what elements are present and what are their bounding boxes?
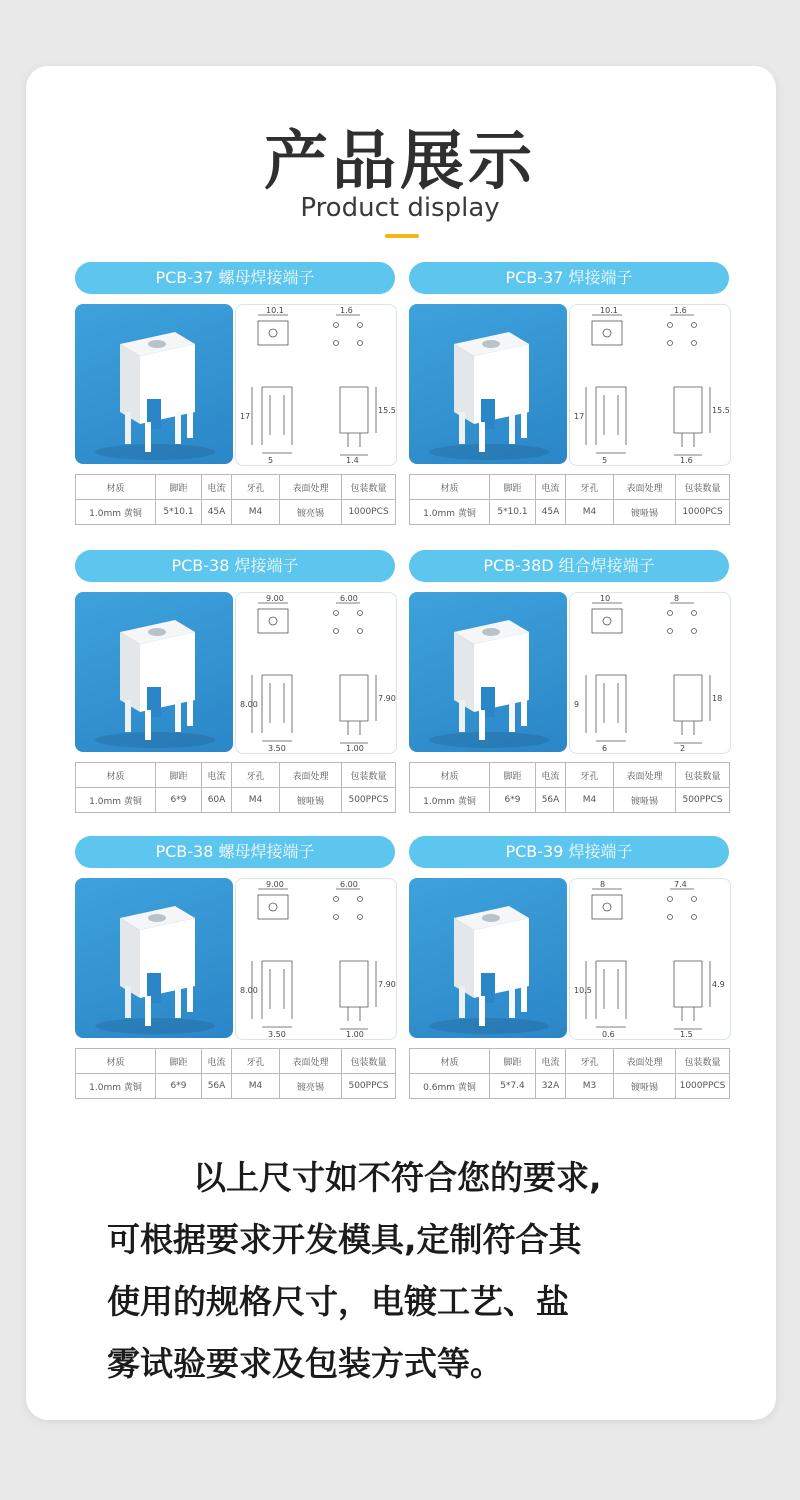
product-panel-3 <box>75 550 395 813</box>
product-panel-4 <box>409 550 729 813</box>
spec-value-cell: 1.0mm 黄铜 <box>76 500 156 525</box>
terminal-render-icon <box>409 878 567 1038</box>
spec-value-cell: 500PPCS <box>676 788 730 813</box>
spec-value-cell: 5*7.4 <box>490 1074 536 1099</box>
dimension-label: 5 <box>602 456 608 465</box>
spec-table <box>75 1048 396 1099</box>
spec-header-cell: 材质 <box>410 763 490 788</box>
spec-header-cell: 牙孔 <box>232 1049 280 1074</box>
product-name-banner <box>409 550 729 582</box>
dimension-label: 18 <box>712 694 723 703</box>
product-figures <box>409 592 729 752</box>
product-photo <box>75 592 233 752</box>
spec-value-cell: M4 <box>566 500 614 525</box>
product-figures <box>409 304 729 464</box>
terminal-render-icon <box>409 304 567 464</box>
spec-value-row <box>410 500 730 525</box>
spec-value-cell: 45A <box>536 500 566 525</box>
dimension-label: 8 <box>600 880 606 889</box>
terminal-render-icon <box>75 304 233 464</box>
spec-value-cell: 56A <box>536 788 566 813</box>
spec-value-cell: M4 <box>232 500 280 525</box>
spec-header-cell: 材质 <box>410 1049 490 1074</box>
spec-header-cell: 材质 <box>76 475 156 500</box>
technical-drawing <box>569 592 731 754</box>
dimension-label: 9.00 <box>266 594 284 603</box>
dimension-label: 9.00 <box>266 880 284 889</box>
product-name: PCB-37 螺母焊接端子 <box>155 268 315 287</box>
dimension-drawing-icon <box>570 593 730 753</box>
product-name-banner <box>75 550 395 582</box>
spec-header-cell: 脚距 <box>490 1049 536 1074</box>
spec-header-cell: 脚距 <box>490 763 536 788</box>
spec-header-cell: 包装数量 <box>676 475 730 500</box>
custom-notice <box>107 1147 707 1395</box>
dimension-label: 9 <box>574 700 580 709</box>
spec-value-cell: 500PPCS <box>342 1074 396 1099</box>
product-photo <box>75 878 233 1038</box>
notice-line: 可根据要求开发模具,定制符合其 <box>107 1220 582 1259</box>
dimension-drawing-icon <box>570 305 730 465</box>
spec-value-cell: 60A <box>202 788 232 813</box>
spec-header-cell: 材质 <box>410 475 490 500</box>
spec-value-cell: 1.0mm 黄铜 <box>76 788 156 813</box>
dimension-label: 1.5 <box>680 1030 693 1039</box>
spec-header-cell: 包装数量 <box>676 1049 730 1074</box>
spec-value-row <box>410 788 730 813</box>
spec-header-cell: 电流 <box>202 1049 232 1074</box>
spec-value-cell: 500PPCS <box>342 788 396 813</box>
product-panel-6 <box>409 836 729 1099</box>
dimension-label: 6.00 <box>340 880 358 889</box>
product-photo <box>409 878 567 1038</box>
spec-header-cell: 脚距 <box>490 475 536 500</box>
spec-value-cell: 镀哑锡 <box>280 788 342 813</box>
dimension-label: 10 <box>600 594 611 603</box>
notice-line: 使用的规格尺寸，电镀工艺、盐 <box>107 1282 569 1321</box>
technical-drawing <box>569 878 731 1040</box>
product-panel-1 <box>75 262 395 525</box>
spec-value-cell: 镀亮锡 <box>280 500 342 525</box>
spec-value-row <box>76 500 396 525</box>
dimension-label: 1.6 <box>674 306 687 315</box>
spec-header-cell: 脚距 <box>156 763 202 788</box>
terminal-render-icon <box>409 592 567 752</box>
spec-table <box>75 762 396 813</box>
dimension-label: 17 <box>240 412 251 421</box>
product-name: PCB-38 焊接端子 <box>171 556 299 575</box>
spec-header-cell: 电流 <box>536 1049 566 1074</box>
spec-value-row <box>410 1074 730 1099</box>
spec-value-cell: 镀哑锡 <box>614 1074 676 1099</box>
spec-header-cell: 表面处理 <box>614 475 676 500</box>
product-figures <box>409 878 729 1038</box>
spec-value-cell: 5*10.1 <box>156 500 202 525</box>
page-subtitle: Product display <box>300 193 500 223</box>
spec-value-cell: 1.0mm 黄铜 <box>410 500 490 525</box>
dimension-label: 5 <box>268 456 274 465</box>
spec-header-cell: 脚距 <box>156 475 202 500</box>
spec-value-row <box>76 1074 396 1099</box>
dimension-label: 17 <box>574 412 585 421</box>
spec-value-row <box>76 788 396 813</box>
technical-drawing <box>235 304 397 466</box>
spec-value-cell: 6*9 <box>490 788 536 813</box>
dimension-label: 0.6 <box>602 1030 615 1039</box>
spec-value-cell: 1000PCS <box>342 500 396 525</box>
dimension-label: 1.00 <box>346 1030 364 1039</box>
dimension-drawing-icon <box>236 305 396 465</box>
dimension-label: 4.9 <box>712 980 725 989</box>
product-photo <box>409 592 567 752</box>
spec-header-cell: 表面处理 <box>280 475 342 500</box>
dimension-label: 1.4 <box>346 456 359 465</box>
technical-drawing <box>569 304 731 466</box>
spec-header-cell: 表面处理 <box>614 763 676 788</box>
spec-value-cell: 6*9 <box>156 1074 202 1099</box>
spec-value-cell: M4 <box>232 788 280 813</box>
spec-header-row <box>76 763 396 788</box>
spec-value-cell: 32A <box>536 1074 566 1099</box>
spec-table <box>409 762 730 813</box>
title-accent-bar <box>385 234 419 238</box>
spec-table <box>75 474 396 525</box>
dimension-drawing-icon <box>570 879 730 1039</box>
spec-header-cell: 牙孔 <box>566 763 614 788</box>
spec-value-cell: 6*9 <box>156 788 202 813</box>
spec-header-cell: 表面处理 <box>614 1049 676 1074</box>
product-name-banner <box>409 836 729 868</box>
product-name-banner <box>409 262 729 294</box>
spec-value-cell: M4 <box>566 788 614 813</box>
dimension-label: 1.00 <box>346 744 364 753</box>
dimension-drawing-icon <box>236 593 396 753</box>
product-photo <box>75 304 233 464</box>
spec-header-cell: 包装数量 <box>342 1049 396 1074</box>
dimension-label: 15.5 <box>378 406 396 415</box>
spec-value-cell: 镀哑锡 <box>614 500 676 525</box>
spec-header-cell: 包装数量 <box>676 763 730 788</box>
product-figures <box>75 304 395 464</box>
product-figures <box>75 878 395 1038</box>
spec-header-cell: 牙孔 <box>566 475 614 500</box>
dimension-label: 8.00 <box>240 986 258 995</box>
spec-header-cell: 电流 <box>202 763 232 788</box>
dimension-label: 6 <box>602 744 608 753</box>
spec-header-cell: 牙孔 <box>232 763 280 788</box>
spec-value-cell: 1.0mm 黄铜 <box>410 788 490 813</box>
spec-header-cell: 材质 <box>76 763 156 788</box>
spec-table <box>409 474 730 525</box>
spec-header-cell: 包装数量 <box>342 475 396 500</box>
dimension-label: 7.90 <box>378 980 396 989</box>
page-title: 产品展示 <box>264 125 536 199</box>
product-name: PCB-38D 组合焊接端子 <box>483 556 655 575</box>
spec-header-cell: 牙孔 <box>232 475 280 500</box>
spec-value-cell: 1.0mm 黄铜 <box>76 1074 156 1099</box>
dimension-drawing-icon <box>236 879 396 1039</box>
dimension-label: 15.5 <box>712 406 730 415</box>
dimension-label: 1.6 <box>680 456 693 465</box>
spec-header-cell: 电流 <box>202 475 232 500</box>
spec-header-cell: 牙孔 <box>566 1049 614 1074</box>
spec-value-cell: 1000PPCS <box>676 1074 730 1099</box>
spec-value-cell: 45A <box>202 500 232 525</box>
spec-header-row <box>410 1049 730 1074</box>
dimension-label: 7.90 <box>378 694 396 703</box>
dimension-label: 8.00 <box>240 700 258 709</box>
spec-header-cell: 表面处理 <box>280 1049 342 1074</box>
spec-value-cell: 镀哑锡 <box>614 788 676 813</box>
product-name-banner <box>75 262 395 294</box>
spec-header-row <box>76 1049 396 1074</box>
technical-drawing <box>235 592 397 754</box>
spec-header-cell: 脚距 <box>156 1049 202 1074</box>
dimension-label: 8 <box>674 594 680 603</box>
spec-header-cell: 电流 <box>536 763 566 788</box>
spec-value-cell: M3 <box>566 1074 614 1099</box>
product-name: PCB-39 焊接端子 <box>505 842 633 861</box>
dimension-label: 10.5 <box>574 986 592 995</box>
technical-drawing <box>235 878 397 1040</box>
spec-value-cell: 5*10.1 <box>490 500 536 525</box>
spec-value-cell: 0.6mm 黄铜 <box>410 1074 490 1099</box>
notice-line: 雾试验要求及包装方式等。 <box>107 1344 503 1383</box>
product-panel-2 <box>409 262 729 525</box>
dimension-label: 1.6 <box>340 306 353 315</box>
spec-header-row <box>76 475 396 500</box>
notice-line: 以上尺寸如不符合您的要求, <box>193 1158 602 1197</box>
product-name-banner <box>75 836 395 868</box>
product-name: PCB-38 螺母焊接端子 <box>155 842 315 861</box>
product-figures <box>75 592 395 752</box>
dimension-label: 2 <box>680 744 686 753</box>
spec-value-cell: M4 <box>232 1074 280 1099</box>
dimension-label: 3.50 <box>268 744 286 753</box>
spec-header-cell: 电流 <box>536 475 566 500</box>
spec-value-cell: 镀亮锡 <box>280 1074 342 1099</box>
spec-table <box>409 1048 730 1099</box>
dimension-label: 3.50 <box>268 1030 286 1039</box>
spec-header-cell: 材质 <box>76 1049 156 1074</box>
spec-header-row <box>410 763 730 788</box>
product-panel-5 <box>75 836 395 1099</box>
spec-value-cell: 56A <box>202 1074 232 1099</box>
terminal-render-icon <box>75 592 233 752</box>
dimension-label: 10.1 <box>600 306 618 315</box>
dimension-label: 7.4 <box>674 880 687 889</box>
dimension-label: 6.00 <box>340 594 358 603</box>
product-name: PCB-37 焊接端子 <box>505 268 633 287</box>
spec-header-row <box>410 475 730 500</box>
dimension-label: 10.1 <box>266 306 284 315</box>
spec-value-cell: 1000PCS <box>676 500 730 525</box>
spec-header-cell: 包装数量 <box>342 763 396 788</box>
spec-header-cell: 表面处理 <box>280 763 342 788</box>
terminal-render-icon <box>75 878 233 1038</box>
product-photo <box>409 304 567 464</box>
